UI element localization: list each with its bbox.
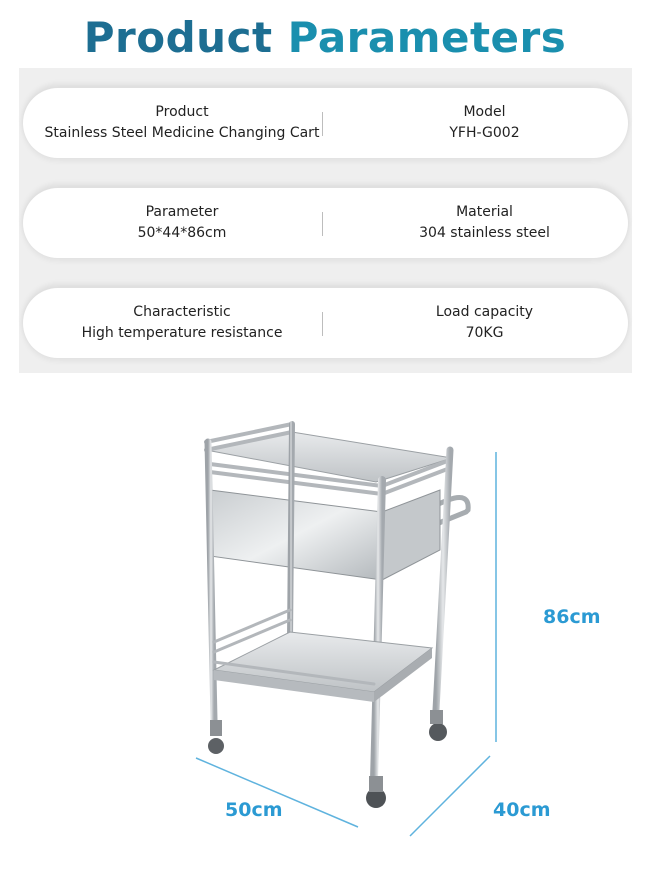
param-label: Characteristic (133, 304, 231, 320)
row-divider (322, 212, 323, 236)
title-word-parameters: Parameters (287, 13, 567, 62)
depth-dimension-line (410, 756, 490, 836)
param-label: Parameter (145, 204, 219, 220)
param-cell-model (341, 88, 628, 158)
param-label: Product (155, 104, 209, 120)
param-label: Material (456, 204, 513, 220)
param-label: Load capacity (435, 304, 534, 320)
param-cell-load-capacity (341, 288, 628, 358)
param-cell-characteristic (23, 288, 341, 358)
param-value: Stainless Steel Medicine Changing Cart (44, 125, 320, 141)
page-title (0, 10, 650, 66)
param-value: 50*44*86cm (137, 225, 227, 241)
param-value: High temperature resistance (81, 325, 283, 341)
param-row-parameter (23, 188, 628, 258)
row-divider (322, 112, 323, 136)
param-value: YFH-G002 (449, 125, 520, 141)
param-value: 304 stainless steel (419, 225, 550, 241)
param-row-characteristic (23, 288, 628, 358)
height-label: 86cm (543, 606, 601, 628)
depth-label: 40cm (493, 799, 551, 821)
param-label: Model (463, 104, 506, 120)
param-cell-material (341, 188, 628, 258)
param-cell-parameter (23, 188, 341, 258)
parameter-panel (19, 68, 632, 373)
width-label: 50cm (225, 799, 283, 821)
row-divider (322, 312, 323, 336)
param-cell-product (23, 88, 341, 158)
title-word-product: Product (83, 13, 273, 62)
param-row-product (23, 88, 628, 158)
stainless-cart-image (206, 424, 468, 808)
param-value: 70KG (465, 325, 504, 341)
